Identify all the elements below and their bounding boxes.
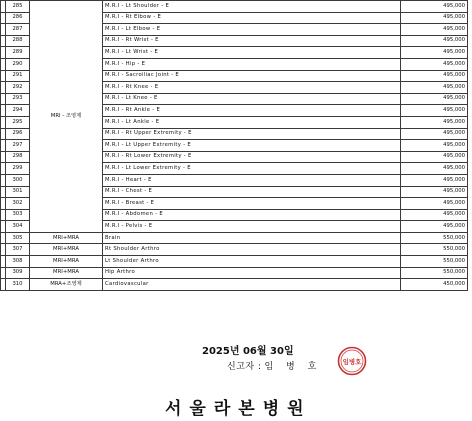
- exam-price: 495,000: [401, 82, 468, 94]
- table-row: [1, 232, 468, 244]
- row-number: 290: [6, 58, 30, 70]
- category-cell: MRI - 조영제: [30, 1, 103, 233]
- exam-price: 495,000: [401, 105, 468, 117]
- row-number: 308: [6, 256, 30, 268]
- category-cell: MRA+조영제: [30, 279, 103, 291]
- category-cell: MRI+MRA: [30, 232, 103, 244]
- row-number: 287: [6, 24, 30, 36]
- exam-name: M.R.I - Rt Elbow - E: [103, 12, 401, 24]
- row-number: 310: [6, 279, 30, 291]
- exam-price: 495,000: [401, 128, 468, 140]
- exam-name: M.R.I - Lt Wrist - E: [103, 47, 401, 59]
- category-cell: MRI+MRA: [30, 244, 103, 256]
- row-number: 300: [6, 174, 30, 186]
- table-row: [1, 1, 468, 13]
- exam-name: M.R.I - Rt Ankle - E: [103, 105, 401, 117]
- exam-price: 450,000: [401, 279, 468, 291]
- exam-price: 550,000: [401, 232, 468, 244]
- exam-name: M.R.I - Rt Upper Extremity - E: [103, 128, 401, 140]
- exam-price: 550,000: [401, 244, 468, 256]
- row-number: 295: [6, 116, 30, 128]
- exam-price: 495,000: [401, 116, 468, 128]
- reporter-line: [227, 359, 321, 372]
- report-date: 2025년 06월 30일: [202, 346, 294, 357]
- exam-price: 550,000: [401, 267, 468, 279]
- table-row: [1, 267, 468, 279]
- exam-price: 495,000: [401, 93, 468, 105]
- exam-name: Hip Arthro: [103, 267, 401, 279]
- exam-price: 495,000: [401, 47, 468, 59]
- exam-price: 495,000: [401, 1, 468, 13]
- exam-price: 495,000: [401, 198, 468, 210]
- exam-name: M.R.I - Lt Shoulder - E: [103, 1, 401, 13]
- exam-price: 495,000: [401, 186, 468, 198]
- row-number: 291: [6, 70, 30, 82]
- exam-name: Cardiovascular: [103, 279, 401, 291]
- row-number: 296: [6, 128, 30, 140]
- category-cell: MRI+MRA: [30, 256, 103, 268]
- exam-price: 495,000: [401, 70, 468, 82]
- table-row: [1, 279, 468, 291]
- exam-name: M.R.I - Rt Knee - E: [103, 82, 401, 94]
- hospital-name: 서울라본병원: [165, 399, 312, 419]
- exam-name: M.R.I - Chest - E: [103, 186, 401, 198]
- category-cell: MRI+MRA: [30, 267, 103, 279]
- row-number: 288: [6, 35, 30, 47]
- row-number: 292: [6, 82, 30, 94]
- exam-price: 495,000: [401, 12, 468, 24]
- row-number: 297: [6, 140, 30, 152]
- row-number: 286: [6, 12, 30, 24]
- exam-price: 495,000: [401, 221, 468, 233]
- row-number: 303: [6, 209, 30, 221]
- exam-price: 495,000: [401, 209, 468, 221]
- reporter-name: 임 병 호: [264, 362, 322, 372]
- exam-name: Brain: [103, 232, 401, 244]
- exam-name: M.R.I - Lt Upper Extremity - E: [103, 140, 401, 152]
- table-row: [1, 244, 468, 256]
- reporter-label: 신고자 :: [227, 362, 262, 372]
- seal-stamp: [337, 346, 367, 376]
- exam-name: M.R.I - Pelvis - E: [103, 221, 401, 233]
- seal-text: 임병호: [342, 358, 362, 366]
- exam-price: 495,000: [401, 174, 468, 186]
- row-number: 305: [6, 232, 30, 244]
- exam-name: Rt Shoulder Arthro: [103, 244, 401, 256]
- exam-name: M.R.I - Rt Wrist - E: [103, 35, 401, 47]
- row-number: 309: [6, 267, 30, 279]
- exam-name: M.R.I - Heart - E: [103, 174, 401, 186]
- exam-price: 495,000: [401, 140, 468, 152]
- row-number: 293: [6, 93, 30, 105]
- table-row: [1, 256, 468, 268]
- exam-price: 550,000: [401, 256, 468, 268]
- exam-price: 495,000: [401, 24, 468, 36]
- exam-name: M.R.I - Lt Lower Extremity - E: [103, 163, 401, 175]
- exam-name: M.R.I - Lt Ankle - E: [103, 116, 401, 128]
- exam-name: M.R.I - Lt Knee - E: [103, 93, 401, 105]
- exam-price: 495,000: [401, 35, 468, 47]
- row-number: 304: [6, 221, 30, 233]
- exam-price: 495,000: [401, 151, 468, 163]
- exam-price: 495,000: [401, 58, 468, 70]
- exam-price: 495,000: [401, 163, 468, 175]
- exam-name: M.R.I - Sacroiliac Joint - E: [103, 70, 401, 82]
- exam-name: M.R.I - Breast - E: [103, 198, 401, 210]
- row-number: 302: [6, 198, 30, 210]
- row-number: 294: [6, 105, 30, 117]
- row-number: 307: [6, 244, 30, 256]
- row-number: 289: [6, 47, 30, 59]
- row-number: 301: [6, 186, 30, 198]
- row-number: 298: [6, 151, 30, 163]
- exam-name: M.R.I - Abdomen - E: [103, 209, 401, 221]
- row-number: 285: [6, 1, 30, 13]
- exam-name: M.R.I - Rt Lower Extremity - E: [103, 151, 401, 163]
- exam-name: M.R.I - Lt Elbow - E: [103, 24, 401, 36]
- row-number: 299: [6, 163, 30, 175]
- exam-name: M.R.I - Hip - E: [103, 58, 401, 70]
- exam-name: Lt Shoulder Arthro: [103, 256, 401, 268]
